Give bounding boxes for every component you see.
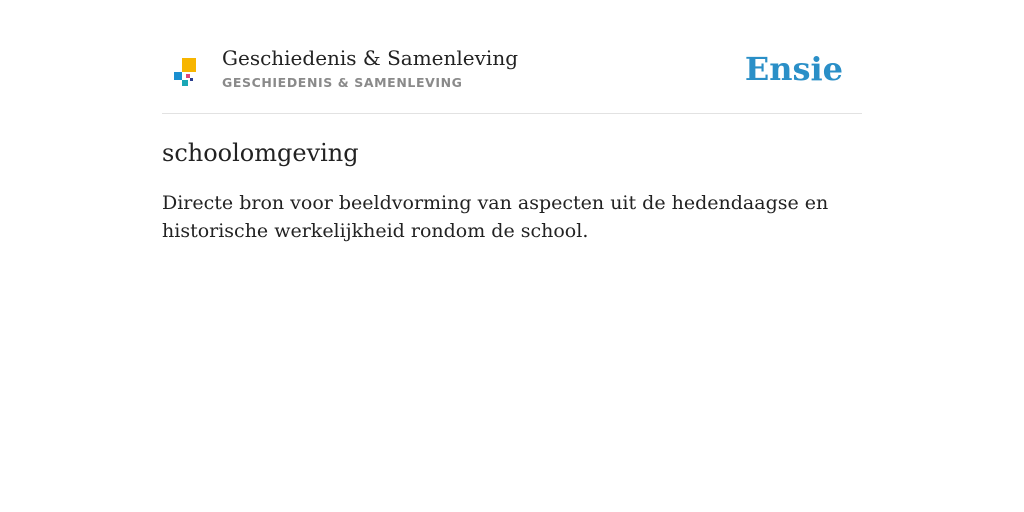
pixel-squares-logo-icon[interactable] [174, 58, 196, 86]
site-header [162, 0, 862, 114]
entry-term: schoolomgeving [162, 139, 359, 167]
site-title[interactable]: Geschiedenis & Samenleving [222, 46, 519, 70]
page-container [162, 0, 862, 242]
logo-yellow-square [182, 58, 196, 72]
logo-navy-square [190, 78, 193, 81]
ensie-brand-logo[interactable]: Ensie [744, 50, 843, 88]
logo-blue-square [174, 72, 182, 80]
site-subtitle: GESCHIEDENIS & SAMENLEVING [222, 75, 463, 90]
entry-definition: Directe bron voor beeldvorming van aspecten uit de hedendaagse en historische werkelijkheid rondom de school. [162, 192, 829, 242]
logo-teal-square [182, 80, 188, 86]
